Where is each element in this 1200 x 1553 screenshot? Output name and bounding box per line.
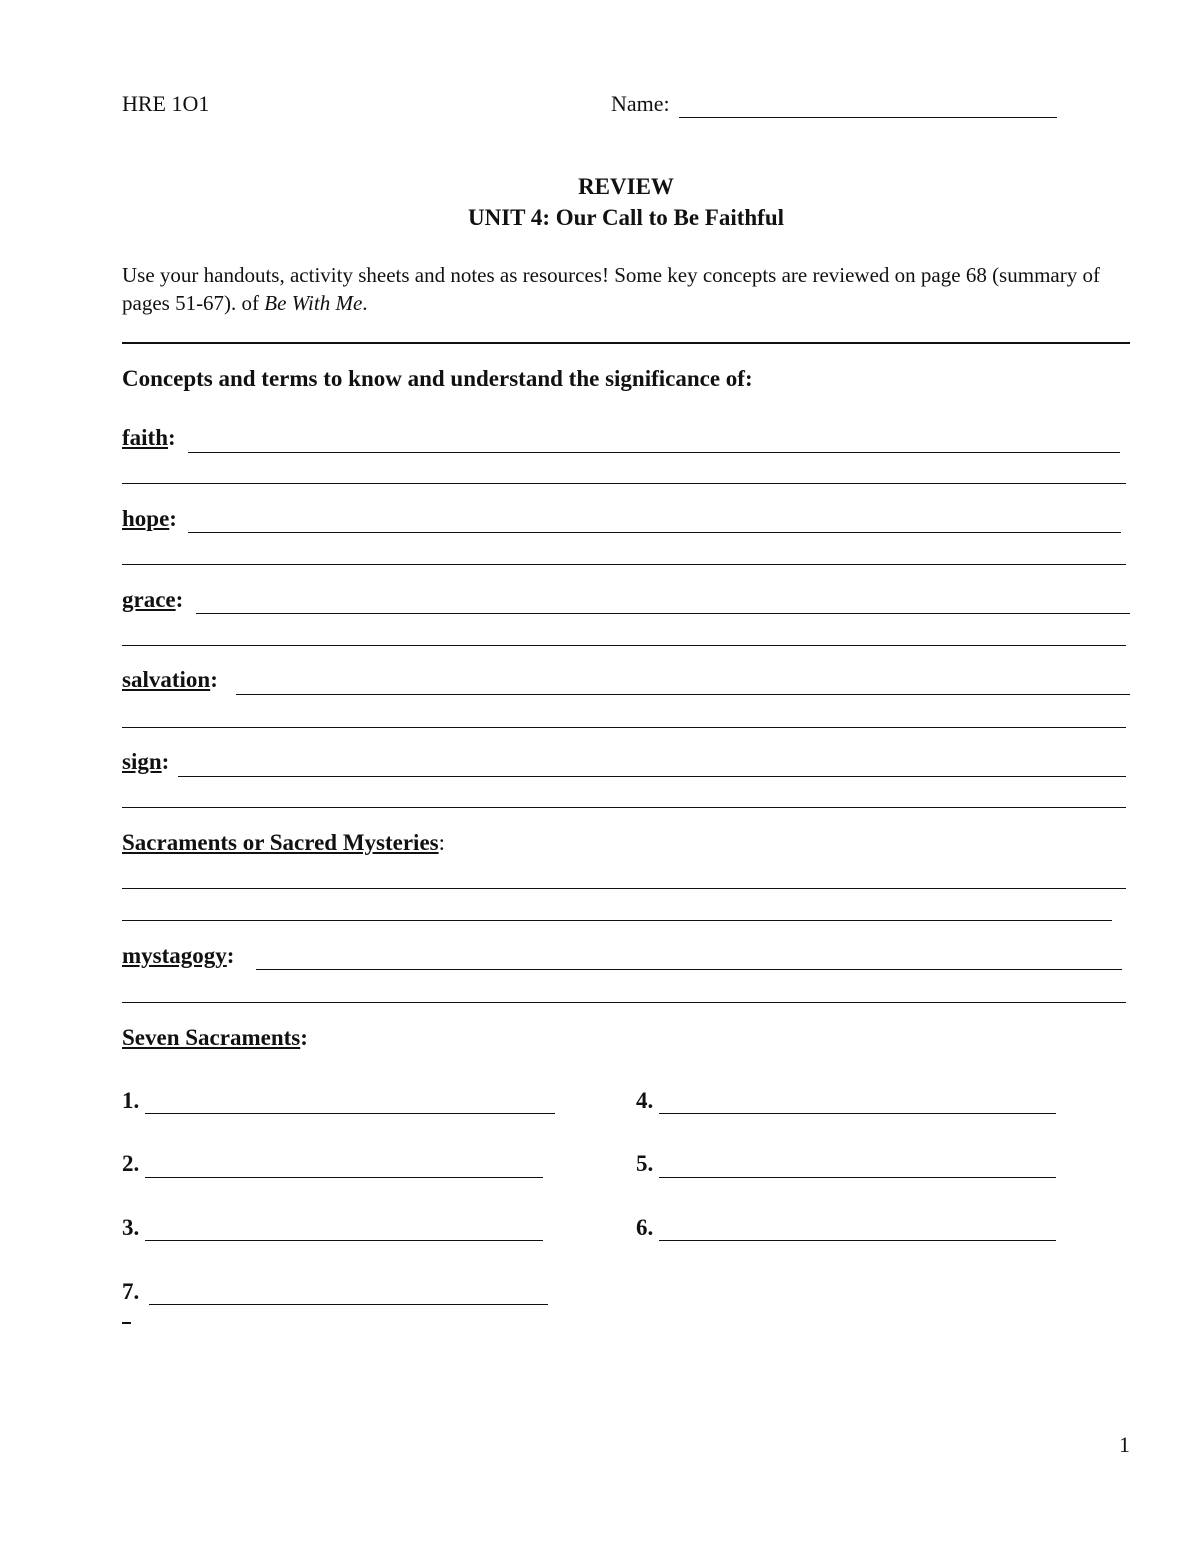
answer-line[interactable] [188,452,1120,453]
term-label: sign [122,749,162,774]
answer-line[interactable] [122,888,1126,889]
term-sign [122,749,169,775]
term-label: grace [122,587,176,612]
dash-mark [122,1322,131,1324]
sacraments-heading-colon: : [300,1025,308,1050]
seven-sacraments-heading [122,1025,308,1051]
sacrament-answer-line[interactable] [145,1113,555,1114]
term-colon: : [438,830,445,855]
term-salvation [122,667,218,693]
term-grace [122,587,183,613]
course-code: HRE 1O1 [122,91,210,116]
term-label: Sacraments or Sacred Mysteries [122,830,439,855]
page-number: 1 [1119,1432,1130,1457]
answer-line[interactable] [122,1002,1126,1003]
sacrament-answer-line[interactable] [659,1177,1056,1178]
review-title: REVIEW [578,174,674,199]
sacrament-number-3: 3. [122,1215,140,1240]
sacrament-number-1: 1. [122,1088,140,1113]
answer-line[interactable] [122,727,1126,728]
sacrament-number-6: 6. [636,1215,654,1240]
term-hope [122,506,177,532]
term-colon: : [169,506,177,531]
sacrament-number-4: 4. [636,1088,654,1113]
sacrament-answer-line[interactable] [145,1240,543,1241]
term-label: salvation [122,667,211,692]
name-label: Name: [611,91,670,116]
answer-line[interactable] [236,694,1130,695]
answer-line[interactable] [122,645,1126,646]
name-field-line[interactable] [679,117,1057,118]
answer-line[interactable] [122,483,1126,484]
answer-line[interactable] [188,532,1121,533]
answer-line[interactable] [256,969,1122,970]
term-colon: : [175,587,184,612]
term-colon: : [226,943,235,968]
term-colon: : [161,749,170,774]
answer-line[interactable] [122,807,1126,808]
intro-paragraph [122,261,1132,317]
intro-text-end: . [362,291,368,315]
term-sacraments [122,830,445,856]
sacrament-answer-line[interactable] [145,1177,543,1178]
concepts-heading: Concepts and terms to know and understand the significance of: [122,366,753,391]
section-divider [122,342,1130,344]
sacrament-answer-line[interactable] [149,1304,548,1305]
sacraments-heading-label: Seven Sacraments [122,1025,301,1050]
sacrament-number-2: 2. [122,1151,140,1176]
sacrament-number-5: 5. [636,1151,654,1176]
answer-line[interactable] [178,776,1126,777]
term-label: mystagogy [122,943,227,968]
unit-title: UNIT 4: Our Call to Be Faithful [467,205,785,230]
term-colon: : [168,425,176,450]
sacrament-answer-line[interactable] [659,1240,1056,1241]
term-label: hope [122,506,170,531]
term-faith [122,425,176,451]
book-title: Be With Me [264,291,363,315]
answer-line[interactable] [122,920,1112,921]
answer-line[interactable] [196,613,1130,614]
term-label: faith [122,425,168,450]
intro-text: Use your handouts, activity sheets and notes as resources! Some key concepts are reviewed on page 68 (summary of pages 51-67). of [122,263,1100,315]
answer-line[interactable] [122,564,1126,565]
term-mystagogy [122,943,234,969]
sacrament-number-7: 7. [122,1279,140,1304]
term-colon: : [210,667,218,692]
sacrament-answer-line[interactable] [659,1113,1056,1114]
